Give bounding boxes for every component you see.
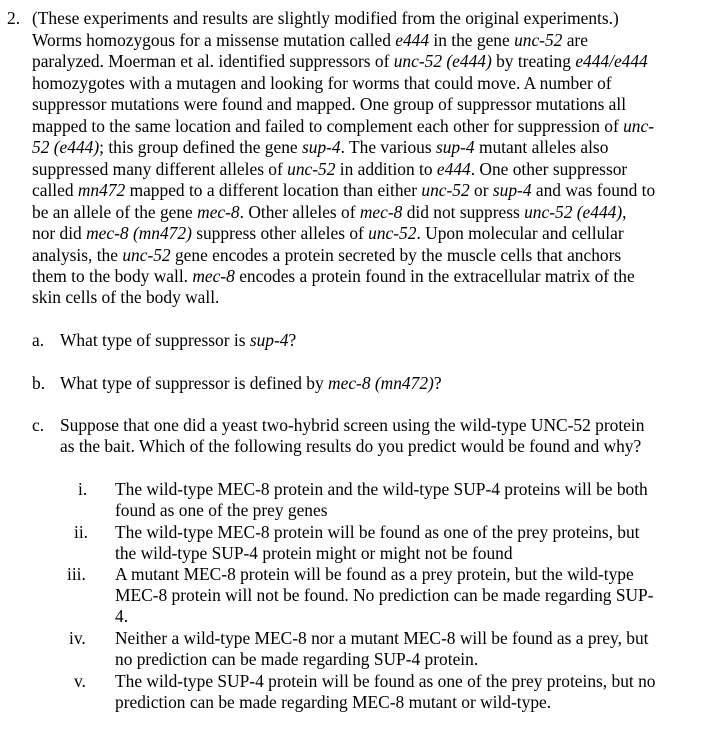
option-label: iii. [67,564,86,584]
option-line: MEC-8 protein will not be found. No prediction can be made regarding SUP- [115,585,654,605]
question-number: 2. [7,8,21,28]
intro-line: (These experiments and results are slightly modified from the original experiments.) [32,8,619,28]
intro-line: nor did mec-8 (mn472) suppress other alleles of unc-52. Upon molecular and cellular [32,223,624,243]
option-label: iv. [69,628,86,648]
intro-line: Worms homozygous for a missense mutation called e444 in the gene unc-52 are [32,30,588,50]
option-line: The wild-type SUP-4 protein will be found as one of the prey proteins, but no [115,671,656,691]
intro-line: 52 (e444); this group defined the gene sup-4. The various sup-4 mutant alleles also [32,137,609,157]
intro-line: homozygotes with a mutagen and looking for worms that could move. A number of [32,73,612,93]
part-label: c. [32,415,45,435]
part-text: What type of suppressor is sup-4? [60,330,297,350]
option-line: Neither a wild-type MEC-8 nor a mutant MEC-8 will be found as a prey, but [115,628,649,648]
intro-line: them to the body wall. mec-8 encodes a protein found in the extracellular matrix of the [32,266,635,286]
intro-line: suppressor mutations were found and mapped. One group of suppressor mutations all [32,94,627,114]
intro-line: analysis, the unc-52 gene encodes a protein secreted by the muscle cells that anchors [32,245,622,265]
part-text-line: as the bait. Which of the following results do you predict would be found and why? [60,436,642,456]
intro-line: be an allele of the gene mec-8. Other alleles of mec-8 did not suppress unc-52 (e444), [32,202,627,222]
option-line: The wild-type MEC-8 protein will be found as one of the prey proteins, but [115,522,640,542]
intro-line: mapped to the same location and failed to complement each other for suppression of unc- [32,116,655,136]
option-line: found as one of the prey genes [115,500,328,520]
part-text: What type of suppressor is defined by mec-8 (mn472)? [60,373,442,393]
intro-line: skin cells of the body wall. [32,287,220,307]
option-line: A mutant MEC-8 protein will be found as a prey protein, but the wild-type [115,564,634,584]
option-line: no prediction can be made regarding SUP-4 protein. [115,649,479,669]
option-label: ii. [74,522,89,542]
option-label: v. [74,671,86,691]
option-line: The wild-type MEC-8 protein and the wild-type SUP-4 proteins will be both [115,479,648,499]
option-label: i. [78,479,88,499]
option-line: prediction can be made regarding MEC-8 mutant or wild-type. [115,692,552,712]
intro-line: suppressed many different alleles of unc-52 in addition to e444. One other suppressor [32,159,628,179]
option-line: the wild-type SUP-4 protein might or might not be found [115,543,513,563]
intro-line: paralyzed. Moerman et al. identified suppressors of unc-52 (e444) by treating e444/e444 [32,51,648,71]
part-label: b. [32,373,46,393]
intro-line: called mn472 mapped to a different location than either unc-52 or sup-4 and was found to [32,180,656,200]
part-text-line: Suppose that one did a yeast two-hybrid screen using the wild-type UNC-52 protein [60,415,645,435]
option-line: 4. [115,606,129,626]
part-label: a. [32,330,45,350]
